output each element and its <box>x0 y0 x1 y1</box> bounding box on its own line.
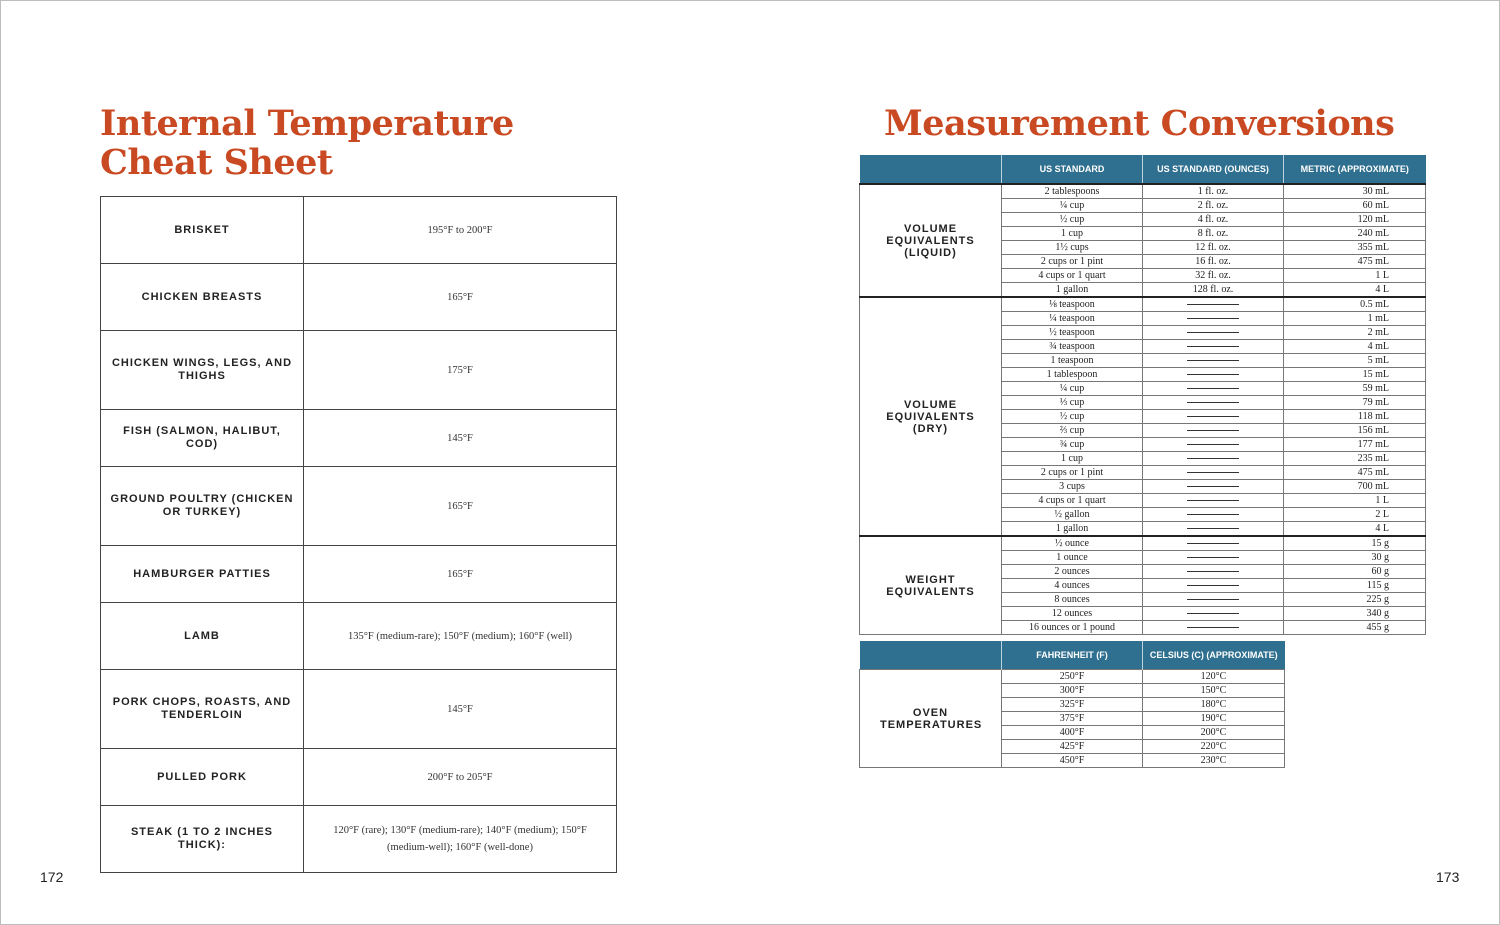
dash-line <box>1187 332 1239 333</box>
temperature-table <box>100 196 617 873</box>
ounces-cell <box>1143 536 1284 551</box>
metric-cell: 118 mL <box>1284 410 1426 424</box>
us-standard-cell: 1 teaspoon <box>1002 354 1143 368</box>
metric-cell: 30 mL <box>1284 184 1426 199</box>
celsius-cell: 220°C <box>1143 740 1285 754</box>
dash-line <box>1187 444 1239 445</box>
food-cell: LAMB <box>101 603 304 670</box>
dash-line <box>1187 416 1239 417</box>
column-header: CELSIUS (C) (APPROXIMATE) <box>1143 641 1285 670</box>
food-cell: CHICKEN WINGS, LEGS, AND THIGHS <box>101 331 304 410</box>
dash-line <box>1187 360 1239 361</box>
metric-cell: 4 L <box>1284 522 1426 537</box>
metric-cell: 475 mL <box>1284 466 1426 480</box>
us-standard-cell: ¼ teaspoon <box>1002 312 1143 326</box>
ounces-cell <box>1143 508 1284 522</box>
temperature-cell: 175°F <box>304 331 617 410</box>
dash-line <box>1187 318 1239 319</box>
us-standard-cell: 1 gallon <box>1002 522 1143 537</box>
title-line: Internal Temperature <box>100 103 514 144</box>
us-standard-cell: 1½ cups <box>1002 241 1143 255</box>
ounces-cell: 12 fl. oz. <box>1143 241 1284 255</box>
ounces-cell <box>1143 551 1284 565</box>
celsius-cell: 200°C <box>1143 726 1285 740</box>
ounces-cell: 8 fl. oz. <box>1143 227 1284 241</box>
us-standard-cell: ⅔ cup <box>1002 424 1143 438</box>
metric-cell: 475 mL <box>1284 255 1426 269</box>
ounces-cell <box>1143 424 1284 438</box>
measurement-table-body <box>860 184 1426 635</box>
table-row <box>101 806 617 873</box>
food-cell: FISH (SALMON, HALIBUT, COD) <box>101 410 304 467</box>
us-standard-cell: 1 tablespoon <box>1002 368 1143 382</box>
category-cell: VOLUME EQUIVALENTS (LIQUID) <box>860 184 1002 297</box>
ounces-cell <box>1143 480 1284 494</box>
fahrenheit-cell: 425°F <box>1002 740 1143 754</box>
table-row <box>860 670 1285 684</box>
title-line: Cheat Sheet <box>100 142 333 183</box>
dash-line <box>1187 514 1239 515</box>
fahrenheit-cell: 400°F <box>1002 726 1143 740</box>
us-standard-cell: 4 cups or 1 quart <box>1002 269 1143 283</box>
dash-line <box>1187 528 1239 529</box>
conversions-title: Measurement Conversions <box>884 103 1395 144</box>
dash-line <box>1187 543 1239 544</box>
us-standard-cell: ¼ cup <box>1002 199 1143 213</box>
table-header-row <box>860 155 1426 184</box>
us-standard-cell: ¾ cup <box>1002 438 1143 452</box>
oven-table-body <box>860 670 1285 768</box>
metric-cell: 156 mL <box>1284 424 1426 438</box>
metric-cell: 177 mL <box>1284 438 1426 452</box>
fahrenheit-cell: 300°F <box>1002 684 1143 698</box>
ounces-cell <box>1143 565 1284 579</box>
metric-cell: 340 g <box>1284 607 1426 621</box>
food-cell: CHICKEN BREASTS <box>101 264 304 331</box>
ounces-cell <box>1143 326 1284 340</box>
temperature-cell: 135°F (medium-rare); 150°F (medium); 160°F (well) <box>304 603 617 670</box>
dash-line <box>1187 627 1239 628</box>
metric-cell: 59 mL <box>1284 382 1426 396</box>
us-standard-cell: ½ cup <box>1002 213 1143 227</box>
column-header: US STANDARD (OUNCES) <box>1143 155 1284 184</box>
temperature-cell: 120°F (rare); 130°F (medium-rare); 140°F (medium); 150°F (medium-well); 160°F (well-done) <box>304 806 617 873</box>
metric-cell: 700 mL <box>1284 480 1426 494</box>
table-row <box>101 546 617 603</box>
dash-line <box>1187 346 1239 347</box>
temperature-cell: 165°F <box>304 546 617 603</box>
temperature-table-body <box>101 197 617 873</box>
table-row <box>101 670 617 749</box>
ounces-cell: 2 fl. oz. <box>1143 199 1284 213</box>
table-row <box>101 749 617 806</box>
food-cell: PORK CHOPS, ROASTS, AND TENDERLOIN <box>101 670 304 749</box>
metric-cell: 30 g <box>1284 551 1426 565</box>
metric-cell: 5 mL <box>1284 354 1426 368</box>
ounces-cell <box>1143 340 1284 354</box>
metric-cell: 15 g <box>1284 536 1426 551</box>
ounces-cell <box>1143 452 1284 466</box>
fahrenheit-cell: 250°F <box>1002 670 1143 684</box>
fahrenheit-cell: 450°F <box>1002 754 1143 768</box>
table-row <box>101 467 617 546</box>
ounces-cell <box>1143 522 1284 537</box>
ounces-cell <box>1143 621 1284 635</box>
dash-line <box>1187 374 1239 375</box>
ounces-cell <box>1143 368 1284 382</box>
temperature-cell: 145°F <box>304 410 617 467</box>
us-standard-cell: 12 ounces <box>1002 607 1143 621</box>
food-cell: GROUND POULTRY (CHICKEN OR TURKEY) <box>101 467 304 546</box>
cheat-sheet-title <box>100 104 560 182</box>
table-row <box>860 184 1426 199</box>
ounces-cell <box>1143 579 1284 593</box>
dash-line <box>1187 613 1239 614</box>
temperature-cell: 195°F to 200°F <box>304 197 617 264</box>
us-standard-cell: 1 cup <box>1002 227 1143 241</box>
ounces-cell: 16 fl. oz. <box>1143 255 1284 269</box>
temperature-cell: 165°F <box>304 264 617 331</box>
ounces-cell: 128 fl. oz. <box>1143 283 1284 298</box>
page-number-left: 172 <box>40 869 64 885</box>
metric-cell: 2 mL <box>1284 326 1426 340</box>
ounces-cell <box>1143 607 1284 621</box>
us-standard-cell: 1 ounce <box>1002 551 1143 565</box>
temperature-cell: 165°F <box>304 467 617 546</box>
table-row <box>101 331 617 410</box>
us-standard-cell: ⅓ cup <box>1002 396 1143 410</box>
metric-cell: 120 mL <box>1284 213 1426 227</box>
metric-cell: 355 mL <box>1284 241 1426 255</box>
metric-cell: 2 L <box>1284 508 1426 522</box>
ounces-cell <box>1143 438 1284 452</box>
column-header <box>860 155 1002 184</box>
us-standard-cell: ⅛ teaspoon <box>1002 297 1143 312</box>
us-standard-cell: 4 ounces <box>1002 579 1143 593</box>
ounces-cell <box>1143 396 1284 410</box>
metric-cell: 0.5 mL <box>1284 297 1426 312</box>
us-standard-cell: 2 ounces <box>1002 565 1143 579</box>
metric-cell: 240 mL <box>1284 227 1426 241</box>
food-cell: PULLED PORK <box>101 749 304 806</box>
ounces-cell <box>1143 382 1284 396</box>
dash-line <box>1187 557 1239 558</box>
table-row <box>101 603 617 670</box>
metric-cell: 1 mL <box>1284 312 1426 326</box>
metric-cell: 225 g <box>1284 593 1426 607</box>
ounces-cell <box>1143 466 1284 480</box>
metric-cell: 4 mL <box>1284 340 1426 354</box>
ounces-cell <box>1143 593 1284 607</box>
fahrenheit-cell: 375°F <box>1002 712 1143 726</box>
metric-cell: 235 mL <box>1284 452 1426 466</box>
dash-line <box>1187 472 1239 473</box>
metric-cell: 15 mL <box>1284 368 1426 382</box>
dash-line <box>1187 402 1239 403</box>
column-header <box>860 641 1002 670</box>
celsius-cell: 120°C <box>1143 670 1285 684</box>
category-cell: OVEN TEMPERATURES <box>860 670 1002 768</box>
ounces-cell <box>1143 297 1284 312</box>
dash-line <box>1187 486 1239 487</box>
table-row <box>860 536 1426 551</box>
metric-cell: 60 g <box>1284 565 1426 579</box>
metric-cell: 1 L <box>1284 269 1426 283</box>
food-cell: BRISKET <box>101 197 304 264</box>
ounces-cell <box>1143 494 1284 508</box>
us-standard-cell: 1 cup <box>1002 452 1143 466</box>
table-row <box>101 410 617 467</box>
dash-line <box>1187 388 1239 389</box>
us-standard-cell: ½ gallon <box>1002 508 1143 522</box>
dash-line <box>1187 458 1239 459</box>
celsius-cell: 230°C <box>1143 754 1285 768</box>
us-standard-cell: 2 cups or 1 pint <box>1002 466 1143 480</box>
dash-line <box>1187 571 1239 572</box>
metric-cell: 60 mL <box>1284 199 1426 213</box>
column-header: US STANDARD <box>1002 155 1143 184</box>
ounces-cell <box>1143 410 1284 424</box>
food-cell: HAMBURGER PATTIES <box>101 546 304 603</box>
table-row <box>101 197 617 264</box>
us-standard-cell: ½ cup <box>1002 410 1143 424</box>
table-row <box>860 297 1426 312</box>
ounces-cell <box>1143 312 1284 326</box>
category-cell: VOLUME EQUIVALENTS (DRY) <box>860 297 1002 536</box>
metric-cell: 115 g <box>1284 579 1426 593</box>
dash-line <box>1187 500 1239 501</box>
table-header-row <box>860 641 1285 670</box>
ounces-cell: 4 fl. oz. <box>1143 213 1284 227</box>
table-row <box>101 264 617 331</box>
temperature-cell: 145°F <box>304 670 617 749</box>
column-header: METRIC (APPROXIMATE) <box>1284 155 1426 184</box>
dash-line <box>1187 585 1239 586</box>
column-header: FAHRENHEIT (F) <box>1002 641 1143 670</box>
ounces-cell <box>1143 354 1284 368</box>
oven-temperature-table <box>859 641 1285 768</box>
metric-cell: 79 mL <box>1284 396 1426 410</box>
temperature-cell: 200°F to 205°F <box>304 749 617 806</box>
us-standard-cell: 16 ounces or 1 pound <box>1002 621 1143 635</box>
fahrenheit-cell: 325°F <box>1002 698 1143 712</box>
celsius-cell: 150°C <box>1143 684 1285 698</box>
us-standard-cell: 2 cups or 1 pint <box>1002 255 1143 269</box>
us-standard-cell: 4 cups or 1 quart <box>1002 494 1143 508</box>
us-standard-cell: ¼ cup <box>1002 382 1143 396</box>
us-standard-cell: ½ ounce <box>1002 536 1143 551</box>
ounces-cell: 1 fl. oz. <box>1143 184 1284 199</box>
dash-line <box>1187 599 1239 600</box>
page-number-right: 173 <box>1436 869 1460 885</box>
us-standard-cell: 8 ounces <box>1002 593 1143 607</box>
ounces-cell: 32 fl. oz. <box>1143 269 1284 283</box>
us-standard-cell: ¾ teaspoon <box>1002 340 1143 354</box>
us-standard-cell: 1 gallon <box>1002 283 1143 298</box>
us-standard-cell: ½ teaspoon <box>1002 326 1143 340</box>
metric-cell: 4 L <box>1284 283 1426 298</box>
metric-cell: 1 L <box>1284 494 1426 508</box>
measurement-conversion-table <box>859 155 1426 635</box>
dash-line <box>1187 304 1239 305</box>
us-standard-cell: 3 cups <box>1002 480 1143 494</box>
us-standard-cell: 2 tablespoons <box>1002 184 1143 199</box>
dash-line <box>1187 430 1239 431</box>
metric-cell: 455 g <box>1284 621 1426 635</box>
food-cell: STEAK (1 TO 2 INCHES THICK): <box>101 806 304 873</box>
category-cell: WEIGHT EQUIVALENTS <box>860 536 1002 635</box>
celsius-cell: 180°C <box>1143 698 1285 712</box>
celsius-cell: 190°C <box>1143 712 1285 726</box>
